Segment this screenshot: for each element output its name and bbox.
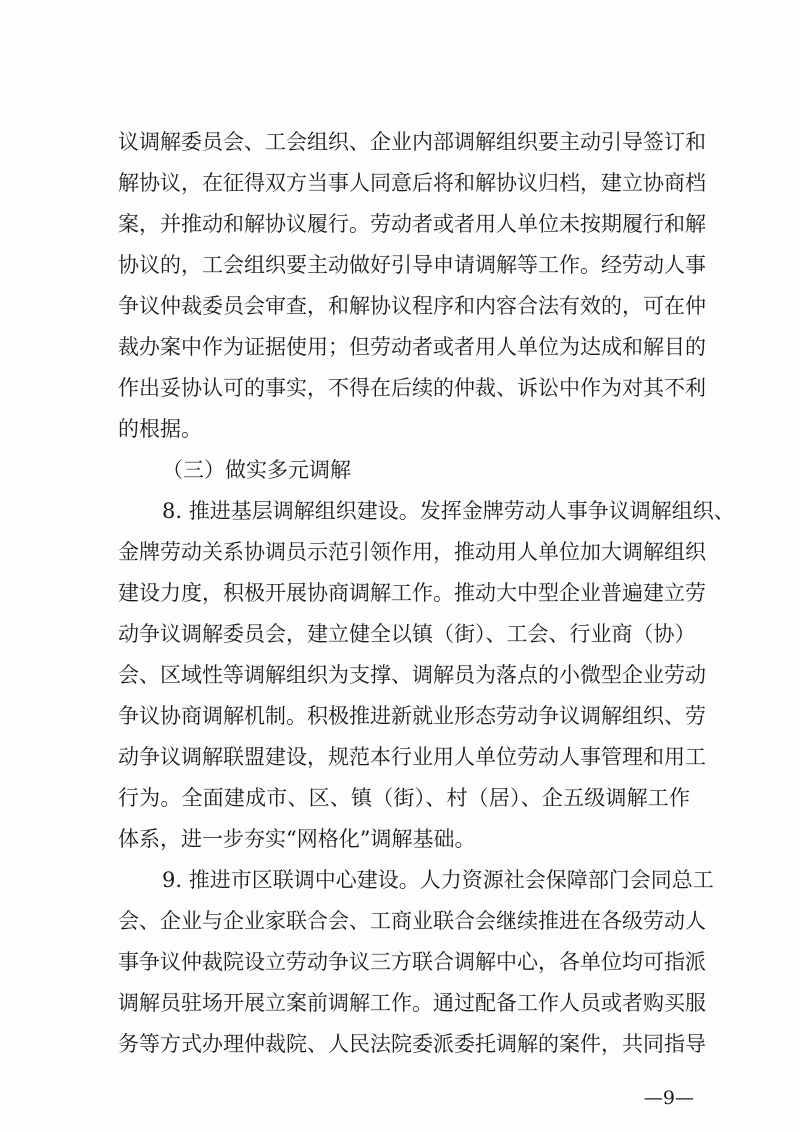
body-text-line: 解协议，在征得双方当事人同意后将和解协议归档，建立协商档 xyxy=(118,171,706,195)
paragraph-first-line: 8. 推进基层调解组织建设。发挥金牌劳动人事争议调解组织、 xyxy=(162,499,735,523)
section-heading: （三）做实多元调解 xyxy=(162,458,351,482)
body-text-line: 会、区域性等调解组织为支撑、调解员为落点的小微型企业劳动 xyxy=(118,663,706,687)
body-text-line: 会、企业与企业家联合会、工商业联合会继续推进在各级劳动人 xyxy=(118,909,706,933)
body-text-line: 争议协商调解机制。积极推进新就业形态劳动争议调解组织、劳 xyxy=(118,704,706,728)
body-text-line: 作出妥协认可的事实，不得在后续的仲裁、诉讼中作为对其不利 xyxy=(118,376,706,400)
body-text-line: 行为。全面建成市、区、镇（街）、村（居）、企五级调解工作 xyxy=(118,786,690,810)
body-text-line: 务等方式办理仲裁院、人民法院委派委托调解的案件，共同指导 xyxy=(118,1032,706,1056)
body-text-line: 案，并推动和解协议履行。劳动者或者用人单位未按期履行和解 xyxy=(118,212,706,236)
body-text-line: 调解员驻场开展立案前调解工作。通过配备工作人员或者购买服 xyxy=(118,991,706,1015)
body-text-line: 的根据。 xyxy=(118,417,202,441)
body-text-line: 动争议调解委员会，建立健全以镇（街）、工会、行业商（协） xyxy=(118,622,696,646)
body-text-line: 裁办案中作为证据使用；但劳动者或者用人单位为达成和解目的 xyxy=(118,335,706,359)
body-text-line: 争议仲裁委员会审查，和解协议程序和内容合法有效的，可在仲 xyxy=(118,294,706,318)
paragraph-first-line: 9. 推进市区联调中心建设。人力资源社会保障部门会同总工 xyxy=(162,868,714,892)
body-text-line: 动争议调解联盟建设，规范本行业用人单位劳动人事管理和用工 xyxy=(118,745,706,769)
body-text-line: 金牌劳动关系协调员示范引领作用，推动用人单位加大调解组织 xyxy=(118,540,706,564)
body-text-line: 体系，进一步夯实“网格化”调解基础。 xyxy=(118,827,476,851)
body-text-line: 协议的，工会组织要主动做好引导申请调解等工作。经劳动人事 xyxy=(118,253,706,277)
body-text-line: 建设力度，积极开展协商调解工作。推动大中型企业普遍建立劳 xyxy=(118,581,706,605)
page-number: —9— xyxy=(643,1087,694,1109)
body-text-line: 事争议仲裁院设立劳动争议三方联合调解中心，各单位均可指派 xyxy=(118,950,706,974)
body-text-line: 议调解委员会、工会组织、企业内部调解组织要主动引导签订和 xyxy=(118,130,706,154)
